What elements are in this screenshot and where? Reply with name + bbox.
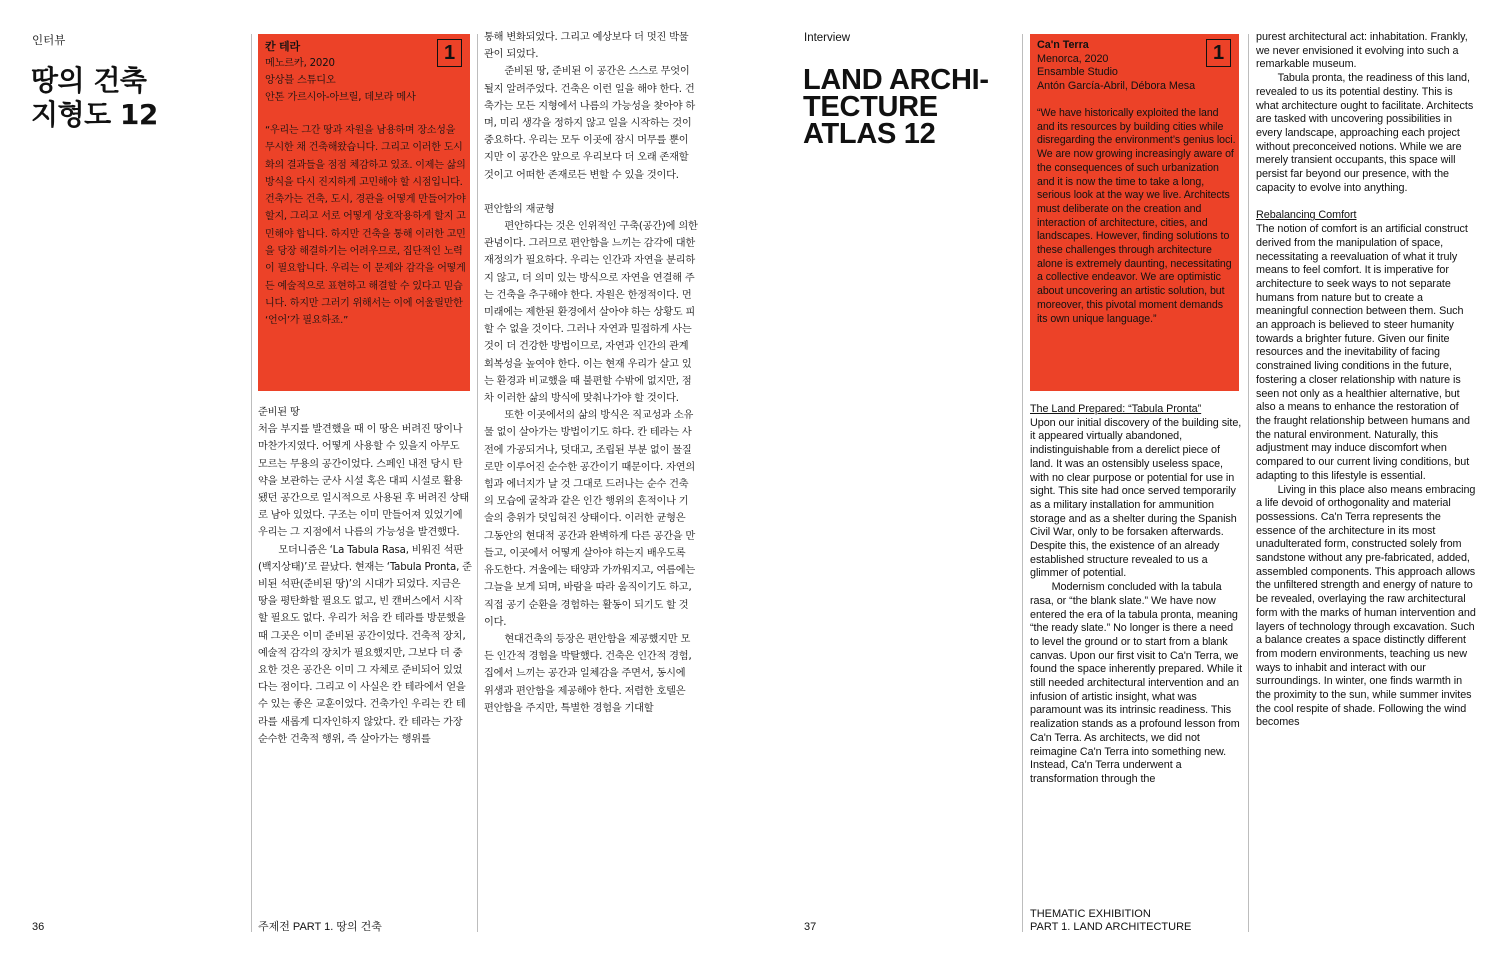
paragraph: purest architectural act: inhabitation. Frankly, we never envisioned it evolving into such a remarkable museum. (1256, 31, 1468, 71)
project-name: Ca'n Terra (1037, 39, 1089, 51)
page-number: 36 (32, 921, 45, 933)
paragraph: 모더니즘은 ‘La Tabula Rasa, 비워진 석판(백지상태)’로 끝났다. 현재는 ‘Tabula Pronta, 준비된 석판(준비된 땅)’의 시대가 되었다. 지금은 땅을 평탄화할 필요도 없고, 빈 캔버스에서 시작할 필요도 없다. 우리가 처음 칸 테라를 방문했을 때 그곳은 이미 준비된 공간이었다. 건축적 장치, 예술적 감각의 장치가 필요했지만, 그보다 더 중요한 것은 공간은 이미 그 자체로 준비되어 있었다는 점이다. 그리고 이 사실은 칸 테라에서 얻을 수 있는 좋은 교훈이었다. 건축가인 우리는 칸 테라를 새롭게 디자인하지 않았다. 칸 테라는 가장 순수한 건축적 행위, 즉 살아가는 행위를 (258, 544, 472, 745)
project-location-year: Menorca, 2020 (1037, 52, 1109, 65)
page-number: 37 (804, 921, 817, 933)
column-rule (1248, 34, 1249, 932)
page-footer-line: THEMATIC EXHIBITION (1030, 908, 1151, 920)
paragraph: The notion of comfort is an artificial construct derived from the manipulation of space, necessitating a reevaluation of what it truly means to feel comfort. It is imperative for architecture to seek ways to not separate humans from nature but to create a meaningful connection between them. Such an approach is believed to steer humanity towards a brighter future. Given our finite resources and the inevitability of facing constrained living conditions in the future, fostering a closer relationship with nature is seen not only as a healthier alternative, but also a means to enhance the restoration of the fraught relationship between humans and the natural environment. Naturally, this adjustment may induce discomfort when compared to our current living conditions, but adapting to this lifestyle is essential. (1256, 223, 1470, 482)
section-heading: 준비된 땅 (258, 407, 300, 418)
section-label: Interview (804, 32, 851, 44)
paragraph: 편안하다는 것은 인위적인 구축(공간)에 의한 관념이다. 그러므로 편안함을 느끼는 감각에 대한 재정의가 필요하다. 우리는 인간과 자연을 분리하지 않고, 더 의미 있는 방식으로 자연을 연결해 주는 건축을 추구해야 한다. 자원은 한정적이다. 먼 미래에는 제한된 환경에서 살아야 하는 상황도 피할 수 없을 것이다. 그러나 자연과 밀접하게 사는 것이 더 건강한 방법이므로, 자연과 인간의 관계 회복성을 높여야 한다. 이는 현재 우리가 살고 있는 환경과 비교했을 때 불편할 수밖에 없지만, 점차 이러한 삶의 방식에 맞춰나가야 할 것이다. (484, 221, 698, 405)
paragraph: Tabula pronta, the readiness of this land, revealed to us its potential destiny. This is what architecture ought to facilitate. Architects are tasked with uncovering possibilities in every landscape, approaching each project without preconceived notions. While we are merely transient occupants, this space will persist far beyond our presence, with the capacity to evolve into anything. (1256, 72, 1474, 194)
project-name: 칸 테라 (265, 40, 300, 53)
project-number: 1 (1206, 39, 1231, 67)
paragraph: Upon our initial discovery of the building site, it appeared virtually abandoned, indistinguishable from a derelict piece of land. It was an ostensibly useless space, with no clear purpose or potential for use in sight. This site had once served temporarily as a military installation for ammunition storage and as a shelter during the Spanish Civil War, only to be forsaken afterwards. Despite this, the existence of an already established structure revealed to us a glimmer of potential. (1030, 416, 1242, 580)
project-quote: “We have historically exploited the land and its resources by building cities while disregarding the environment’s genius loci. We are now growing increasingly aware of the consequences of such urbanization and it is now the time to take a long, serious look at the way we live. Architects must deliberate on the creation and interaction of architecture, cities, and landscapes. However, finding solutions to these challenges through architecture alone is extremely daunting, necessitating a collective endeavor. We are optimistic about uncovering an artistic solution, but moreover, this pivotal moment demands its own unique language.” (1037, 107, 1236, 325)
project-location-year: 메노르카, 2020 (265, 58, 335, 70)
paragraph: Living in this place also means embracing a life devoid of orthogonality and material possessions. Ca'n Terra represents the essence of the architecture in its most unadulterated form, constructed solely from sandstone without any pre-fabricated, added, assembled components. This approach allows the unfiltered strength and energy of nature to be revealed, overlaying the raw architectural form with the marks of human intervention and layers of technology through excavation. Such a balance creates a space distinctly different from modern environments, teaching us new ways to inhabit and interact with our surroundings. In winter, one finds warmth in the proximity to the sun, while summer invites the cool respite of shade. Following the wind becomes (1256, 483, 1476, 729)
section-heading: 편안함의 재균형 (484, 203, 555, 215)
section-heading: The Land Prepared: “Tabula Pronta” (1030, 403, 1202, 415)
text-column-2 (1256, 31, 1476, 730)
project-architects: Antón García-Abril, Débora Mesa (1037, 79, 1196, 92)
page-title: LAND ARCHI- TECTURE ATLAS 12 (803, 64, 989, 150)
page-footer (1030, 908, 1191, 934)
text-column-1 (1030, 403, 1243, 787)
paragraph: 또한 이곳에서의 삶의 방식은 직교성과 소유물 없이 살아가는 방법이기도 하다. 칸 테라는 사전에 가공되거나, 덧대고, 조립된 부분 없이 물질로만 이루어진 순수한 공간이기 때문이다. 자연의 힘과 에너지가 날 것 그대로 드러나는 순수 건축의 모습에 굴착과 같은 인간 행위의 흔적이나 기술의 층위가 덧입혀진 상태이다. 이러한 균형은 그동안의 현대적 공간과 완벽하게 다른 공간을 만들고, 이곳에서 어떻게 살아야 하는지 배우도록 유도한다. 겨울에는 태양과 가까워지고, 여름에는 그늘을 보게 되며, 바람을 따라 움직이기도 하고, 직접 공기 순환을 경험하는 활동이 되기도 할 것이다. (484, 410, 696, 628)
project-info-box (258, 34, 470, 391)
paragraph: 준비된 땅, 준비된 이 공간은 스스로 무엇이 될지 알려주었다. 건축은 이런 일을 해야 한다. 건축가는 모든 지형에서 나름의 가능성을 찾아야 하며, 미리 생각을 정하지 않고 일을 시작하는 것이 중요하다. 우리는 모두 이곳에 잠시 머무를 뿐이지만 이 공간은 앞으로 우리보다 더 오래 존재할 것이고 어떠한 존재로든 변할 수 있을 것이다. (484, 66, 696, 181)
paragraph: 처음 부지를 발견했을 때 이 땅은 버려진 땅이나 마찬가지였다. 어떻게 사용할 수 있을지 아무도 모르는 무용의 공간이었다. 스페인 내전 당시 탄약을 보관하는 군사 시설 혹은 대피 시설로 활용됐던 공간으로 일시적으로 사용된 후 버려진 상태로 남아 있었다. 구조는 이미 만들어져 있었기에 우리는 그 지점에서 나름의 가능성을 발견했다. (258, 424, 470, 539)
page-footer-line: PART 1. LAND ARCHITECTURE (1030, 921, 1192, 933)
column-rule (251, 34, 252, 932)
page-footer: 주제전 PART 1. 땅의 건축 (258, 921, 382, 933)
text-column-2 (484, 29, 698, 717)
text-column-1 (258, 404, 472, 748)
section-label: 인터뷰 (32, 35, 66, 47)
paragraph: 현대건축의 등장은 편안함을 제공했지만 모든 인간적 경험을 박탈했다. 건축은 인간적 경험, 집에서 느끼는 공간과 일체감을 주면서, 동시에 위생과 편안함을 제공해야 한다. 저렴한 호텔은 편안함을 주지만, 특별한 경험을 기대할 (484, 633, 692, 714)
project-studio: Ensamble Studio (1037, 66, 1118, 78)
column-rule (477, 34, 478, 932)
column-rule (1022, 34, 1023, 932)
project-info-box (1030, 34, 1239, 391)
project-quote: “우리는 그간 땅과 자원을 남용하며 장소성을 무시한 채 건축해왔습니다. 그리고 이러한 도시화의 결과들을 점점 체감하고 있죠. 이제는 삶의 방식을 다시 진지하게 고민해야 할 시점입니다. 건축가는 건축, 도시, 경관을 어떻게 만들어가야 할지, 그리고 서로 어떻게 상호작용하게 할지 고민해야 합니다. 하지만 건축을 통해 이러한 고민을 당장 해결하기는 어려우므로, 집단적인 노력이 필요합니다. 우리는 이 문제와 감각을 어떻게든 예술적으로 표현하고 해결할 수 있다고 믿습니다. 하지만 그러기 위해서는 이에 어울릴만한 ‘언어’가 필요하죠.” (265, 125, 466, 327)
page-title: 땅의 건축 지형도 12 (31, 64, 158, 131)
paragraph: 통해 변화되었다. 그리고 예상보다 더 멋진 박물관이 되었다. (484, 32, 689, 61)
project-studio: 앙상블 스튜디오 (265, 75, 336, 86)
project-architects: 안톤 가르시아-아브릴, 데보라 메사 (265, 92, 416, 104)
project-number: 1 (437, 39, 462, 67)
section-heading: Rebalancing Comfort (1256, 209, 1357, 222)
paragraph: Modernism concluded with la tabula rasa, or “the blank slate.” We have now entered the era of la tabula pronta, meaning “the ready slate.” No longer is there a need to level the ground or to start from a blank canvas. Upon our first visit to Ca'n Terra, we found the space inherently prepared. While it still needed architectural intervention and an infusion of artistic insight, what was paramount was its intrinsic readiness. This realization stands as a profound lesson from Ca'n Terra. As architects, we did not reimagine Ca'n Terra into something new. Instead, Ca'n Terra underwent a transformation through the (1030, 581, 1243, 785)
